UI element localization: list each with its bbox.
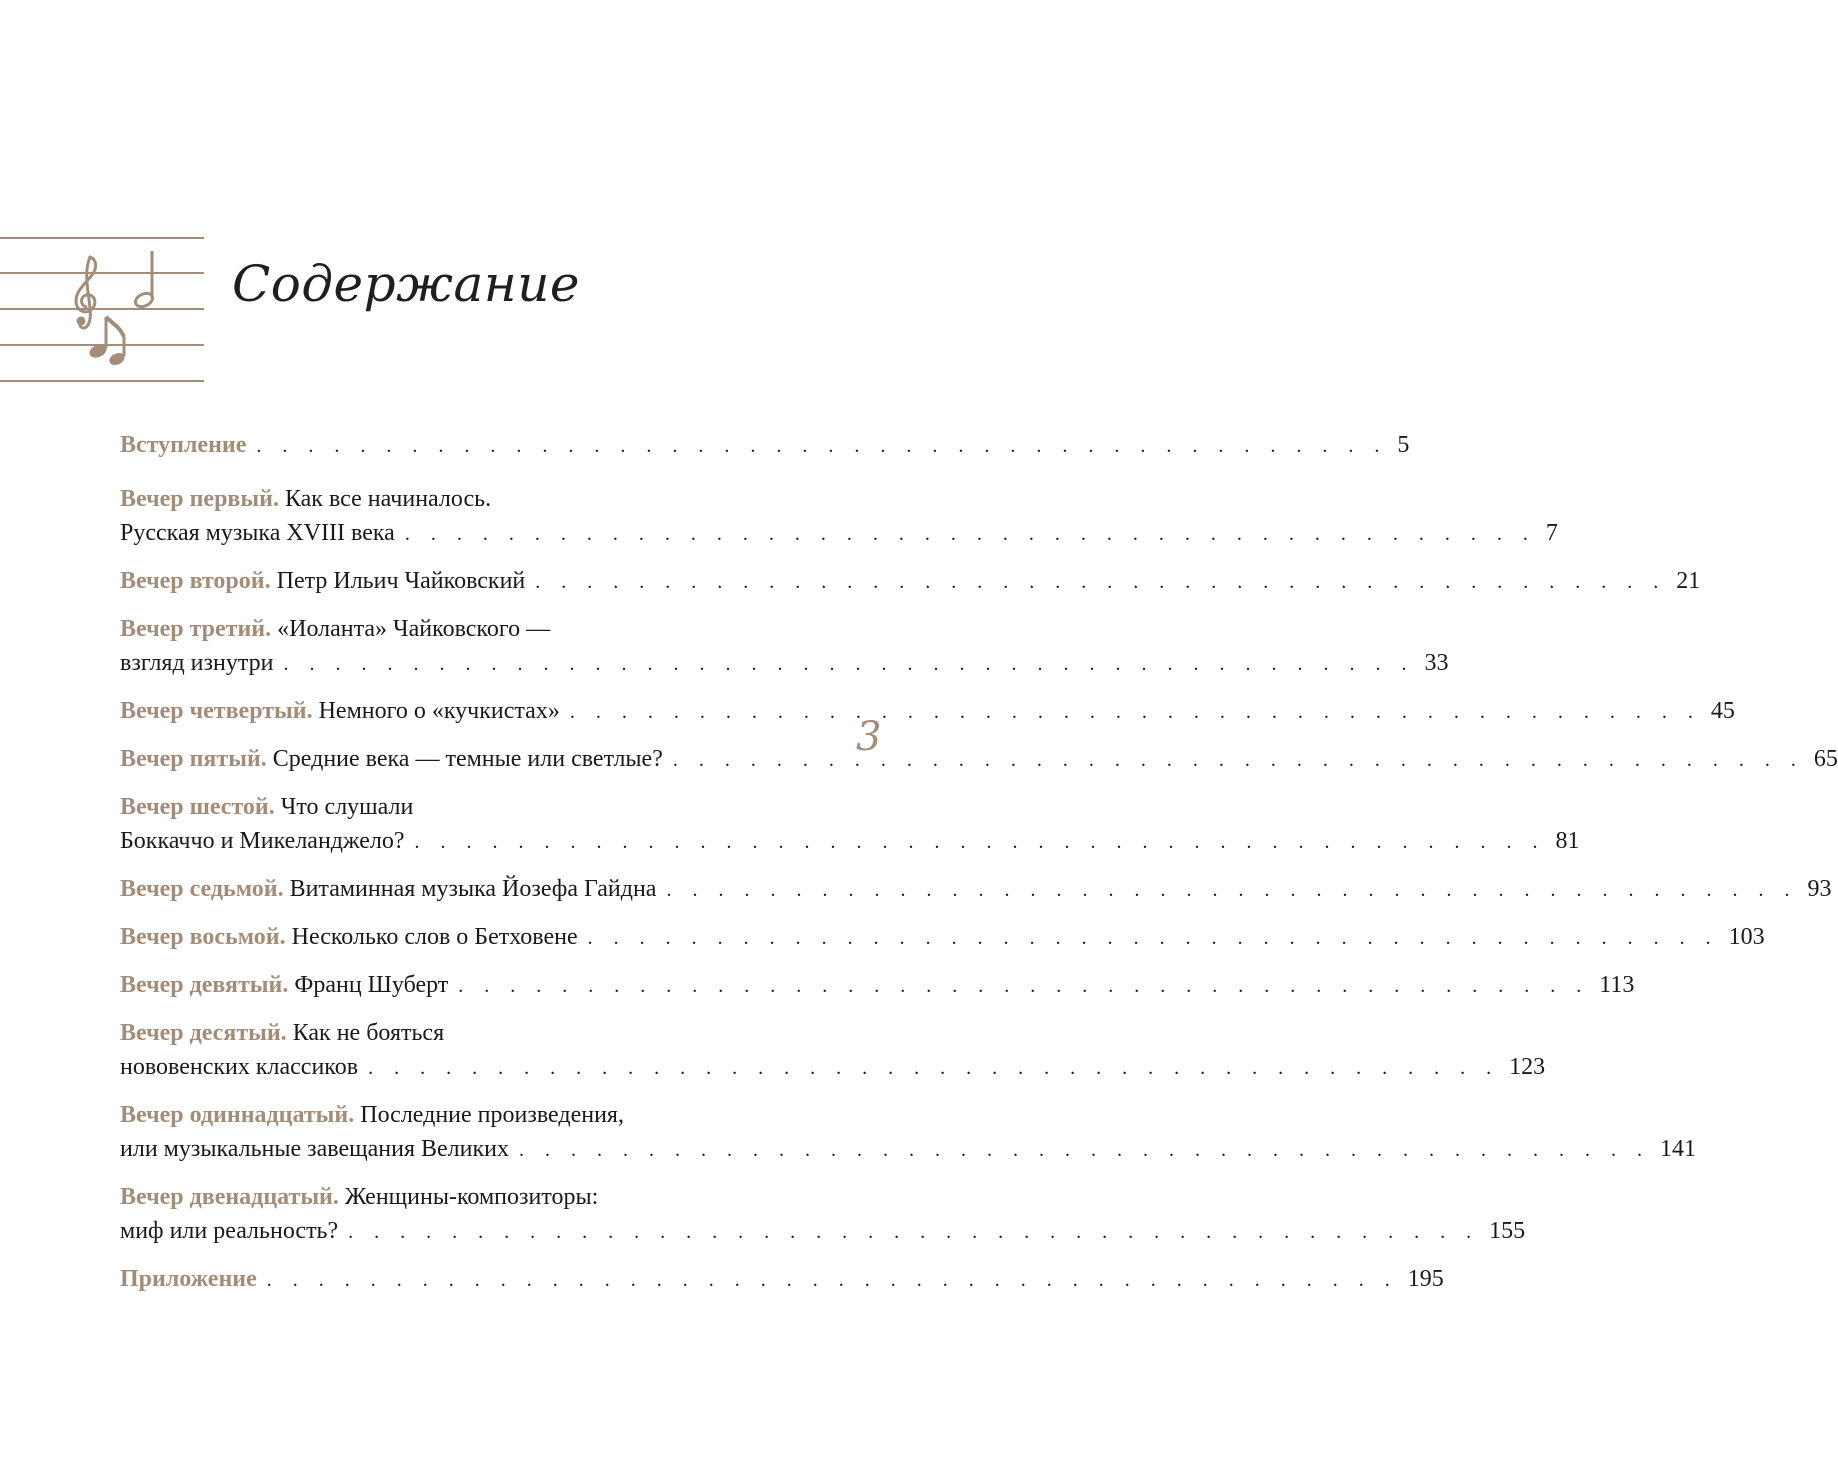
- toc-entry-label: Вечер второй.: [120, 568, 271, 594]
- toc-entry-title: миф или реальность?: [120, 1218, 339, 1244]
- toc-entry-title: или музыкальные завещания Великих: [120, 1136, 509, 1162]
- toc-entry-title: Последние произведения,: [360, 1102, 624, 1128]
- leader-dots: . . . . . . . . . . . . . . . . . . . . . . . . . . . . . . . . . . . . . . . . . . . .: [666, 879, 1798, 901]
- toc-page-number: 123: [1509, 1054, 1546, 1080]
- leader-dots: . . . . . . . . . . . . . . . . . . . . . . . . . . . . . . . . . . . . . . . . . . . .: [518, 1139, 1650, 1161]
- toc-page-number: 195: [1407, 1266, 1444, 1292]
- toc-entry[interactable]: [120, 968, 1635, 1002]
- treble-clef-icon: [76, 257, 96, 328]
- eighth-note-icon: [87, 317, 126, 367]
- toc-entry[interactable]: [120, 742, 1838, 776]
- toc-entry-title: Как не бояться: [292, 1020, 445, 1046]
- toc-page-number: 81: [1555, 828, 1580, 854]
- toc-entry-label: Вечер шестой.: [120, 794, 275, 820]
- toc-entry[interactable]: [120, 482, 1558, 550]
- page-title: Содержание: [232, 255, 581, 313]
- leader-dots: . . . . . . . . . . . . . . . . . . . . . . . . . . . . . . . . . . . . . . . . . . . .: [672, 749, 1804, 771]
- leader-dots: . . . . . . . . . . . . . . . . . . . . . . . . . . . . . . . . . . . . . . . . . . . .: [569, 701, 1701, 723]
- half-note-icon: [133, 251, 154, 309]
- music-staff-decoration: [0, 237, 204, 383]
- toc-entry-title: Русская музыка XVIII века: [120, 520, 395, 546]
- toc-entry[interactable]: [120, 1098, 1696, 1166]
- toc-entry-title: «Иоланта» Чайковского —: [277, 616, 551, 642]
- toc-entry-label: Вечер пятый.: [120, 746, 267, 772]
- toc-page-number: 5: [1397, 432, 1410, 458]
- toc-entry-title: Витаминная музыка Йозефа Гайдна: [289, 876, 657, 902]
- toc-entry-title: Средние века — темные или светлые?: [272, 746, 663, 772]
- toc-entry-label: Приложение: [120, 1266, 257, 1292]
- toc-entry-title: Немного о «кучкистах»: [318, 698, 560, 724]
- leader-dots: . . . . . . . . . . . . . . . . . . . . . . . . . . . . . . . . . . . . . . . . . . . .: [587, 927, 1719, 949]
- toc-page-number: 45: [1710, 698, 1735, 724]
- page-number: 3: [856, 714, 882, 760]
- toc-entry-label: Вступление: [120, 432, 247, 458]
- toc-entry-title: Несколько слов о Бетховене: [291, 924, 578, 950]
- toc-entry-title: Женщины-композиторы:: [344, 1184, 599, 1210]
- toc-page-number: 7: [1545, 520, 1558, 546]
- leader-dots: . . . . . . . . . . . . . . . . . . . . . . . . . . . . . . . . . . . . . . . . . . . .: [368, 1057, 1500, 1079]
- toc-entry[interactable]: [120, 872, 1832, 906]
- toc-entry-label: Вечер восьмой.: [120, 924, 286, 950]
- toc-entry-title: взгляд изнутри: [120, 650, 274, 676]
- toc-page-number: 155: [1489, 1218, 1526, 1244]
- toc-entry[interactable]: [120, 1180, 1526, 1248]
- toc-entry[interactable]: [120, 1262, 1444, 1296]
- toc-page-number: 93: [1807, 876, 1832, 902]
- leader-dots: . . . . . . . . . . . . . . . . . . . . . . . . . . . . . . . . . . . . . . . . . . . .: [256, 435, 1388, 457]
- toc-entry-label: Вечер десятый.: [120, 1020, 287, 1046]
- toc-entry-label: Вечер двенадцатый.: [120, 1184, 339, 1210]
- leader-dots: . . . . . . . . . . . . . . . . . . . . . . . . . . . . . . . . . . . . . . . . . . . .: [414, 831, 1546, 853]
- toc-entry-label: Вечер четвертый.: [120, 698, 313, 724]
- leader-dots: . . . . . . . . . . . . . . . . . . . . . . . . . . . . . . . . . . . . . . . . . . . .: [348, 1221, 1480, 1243]
- toc-entry-title: Петр Ильич Чайковский: [276, 568, 526, 594]
- toc-entry-label: Вечер первый.: [120, 486, 279, 512]
- toc-entry-title: Франц Шуберт: [294, 972, 449, 998]
- toc-entry-title: нововенских классиков: [120, 1054, 359, 1080]
- toc-page-number: 33: [1424, 650, 1449, 676]
- toc-entry[interactable]: [120, 790, 1580, 858]
- leader-dots: . . . . . . . . . . . . . . . . . . . . . . . . . . . . . . . . . . . . . . . . . . . .: [283, 653, 1415, 675]
- toc-entry-title: Как все начиналось.: [284, 486, 492, 512]
- toc-entry-title: Боккаччо и Микеланджело?: [120, 828, 405, 854]
- table-of-contents: [120, 428, 1838, 1296]
- toc-entry-label: Вечер одиннадцатый.: [120, 1102, 355, 1128]
- toc-entry[interactable]: [120, 612, 1449, 680]
- leader-dots: . . . . . . . . . . . . . . . . . . . . . . . . . . . . . . . . . . . . . . . . . . . .: [535, 571, 1667, 593]
- toc-page-number: 141: [1659, 1136, 1696, 1162]
- toc-page-number: 21: [1676, 568, 1701, 594]
- toc-page-number: 65: [1813, 746, 1838, 772]
- leader-dots: . . . . . . . . . . . . . . . . . . . . . . . . . . . . . . . . . . . . . . . . . . . .: [266, 1269, 1398, 1291]
- toc-page-number: 113: [1599, 972, 1635, 998]
- toc-entry[interactable]: [120, 428, 1410, 462]
- leader-dots: . . . . . . . . . . . . . . . . . . . . . . . . . . . . . . . . . . . . . . . . . . . .: [458, 975, 1590, 997]
- toc-entry-label: Вечер третий.: [120, 616, 272, 642]
- toc-entry[interactable]: [120, 1016, 1546, 1084]
- toc-entry-title: Что слушали: [280, 794, 414, 820]
- toc-entry[interactable]: [120, 564, 1701, 598]
- toc-entry[interactable]: [120, 694, 1735, 728]
- leader-dots: . . . . . . . . . . . . . . . . . . . . . . . . . . . . . . . . . . . . . . . . . . . .: [404, 523, 1536, 545]
- toc-entry[interactable]: [120, 920, 1765, 954]
- toc-entry-label: Вечер седьмой.: [120, 876, 284, 902]
- toc-entry-label: Вечер девятый.: [120, 972, 289, 998]
- toc-page-number: 103: [1728, 924, 1765, 950]
